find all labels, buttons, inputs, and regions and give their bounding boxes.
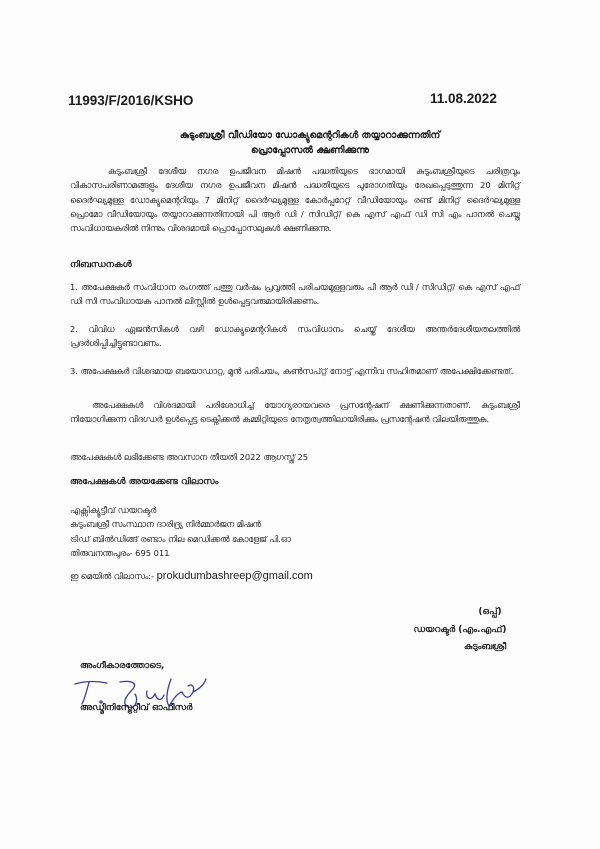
address-block	[70, 503, 291, 560]
administrative-officer-title: അഡ്മിനിസ്ട്രേറ്റീവ് ഓഫീസർ	[80, 703, 193, 713]
application-deadline: അപേക്ഷകൾ ലഭിക്കേണ്ട അവസാന തീയതി 2022 ആഗസ്ത് 25	[70, 452, 309, 462]
address-line-1: എക്സിക്യൂട്ടീവ് ഡയറക്ടർ	[70, 505, 157, 515]
signed-marker: (ഒപ്പ്)	[478, 607, 502, 617]
evaluation-paragraph: അപേക്ഷകൾ വിശദമായി പരിശോധിച്ച് യോഗ്യരായവരെ പ്രസന്റേഷന് ക്ഷണിക്കുന്നതാണ്. കുടുംബശ്രീ നിയോഗിക്കുന്ന വിദഗ്ധർ ഉൾപ്പെട്ട ടെക്നിക്കൽ കമ്മിറ്റിയുടെ നേതൃത്വത്തിലായിരിക്കും പ്രസന്റേഷൻ വിലയിരുത്തുക.	[70, 400, 520, 425]
intro-paragraph: കുടുംബശ്രീ ദേശീയ നഗര ഉപജീവന മിഷൻ പദ്ധതിയുടെ ഭാഗമായി കുടുംബശ്രീയുടെ ചരിത്രവും വികാസപരിണാമങ്ങളും ദേശീയ നഗര ഉപജീവന മിഷൻ പദ്ധതിയുടെ പുരോഗതിയും രേഖപ്പെടുത്തുന്ന 20 മിനിറ്റ് ദൈർഘ്യമുള്ള ഡോക്യുമെന്ററിയും 7 മിനിറ്റ് ദൈർഘ്യമുള്ള കോർപ്പറേറ്റ് വീഡിയോയും രണ്ട് മിനിറ്റ് ദൈർഘ്യമുള്ള പ്രൊമോ വീഡിയോയും തയ്യാറാക്കുന്നതിനായി പി ആർ ഡി / സിഡിറ്റ്/ കെ എസ് എഫ് ഡി സി എം പാനൽ ചെയ്ത സംവിധായകരിൽ നിന്നും വിശദമായി പ്രൊപ്പോസലുകൾ ക്ഷണിക്കുന്നു.	[70, 166, 520, 234]
document-title-line-1: കുടുംബശ്രീ വീഡിയോ ഡോക്യുമെന്ററികൾ തയ്യാറാക്കുന്നതിന്	[179, 130, 441, 141]
condition-item-3: 3. അപേക്ഷകർ വിശദമായ ബയോഡാറ്റ, മുൻ പരിചയം, കൺസപ്റ്റ് നോട്ട് എന്നിവ സഹിതമാണ് അപേക്ഷിക്കേണ്ടത്.	[70, 366, 514, 376]
email-line	[70, 570, 313, 582]
email-label: ഇ മെയിൽ വിലാസം:-	[70, 571, 155, 581]
document-date: 11.08.2022	[430, 91, 497, 106]
address-line-4: തിരുവനന്തപുരം- 695 011	[70, 547, 170, 558]
document-title-line-2: പ്രൊപ്പോസൽ ക്ഷണിക്കുന്നു	[251, 145, 369, 156]
condition-item-2: 2. വിവിധ ഏജൻസികൾ വഴി ഡോക്യുമെന്ററികൾ സംവിധാനം ചെയ്ത് ദേശീയ അന്തർദേശീയതലത്തിൽ പ്രദർശിപ്പിച്ചിട്ടുണ്ടാവണം.	[70, 324, 520, 349]
address-heading: അപേക്ഷകൾ അയക്കേണ്ട വിലാസം	[70, 477, 219, 487]
attestation-label: അംഗീകാരത്തോടെ,	[80, 661, 165, 671]
signatory-organisation: കുടുംബശ്രീ	[463, 642, 507, 652]
condition-item-1: 1. അപേക്ഷകർ സംവിധാന രംഗത്ത് പത്തു വർഷം പ്രവൃത്തി പരിചയമുള്ളവരും പി ആർ ഡി / സിഡിറ്റ്/ കെ എസ് എഫ് ഡി സി സംവിധായക പാനൽ ലിസ്റ്റിൽ ഉൾപ്പെട്ടവരുമായിരിക്കണം.	[70, 282, 520, 307]
address-line-3: ട്രിഡ് ബിൽഡിങ്ങ് രണ്ടാം നില മെഡിക്കൽ കോളേജ് പി.ഓ	[70, 533, 291, 544]
email-address[interactable]: prokudumbashreep@gmail.com	[156, 570, 313, 582]
file-reference-number: 11993/F/2016/KSHO	[68, 93, 194, 108]
conditions-heading: നിബന്ധനകൾ	[70, 260, 132, 270]
signatory-designation: ഡയറക്ടർ (എം.എഫ്)	[413, 625, 507, 635]
address-line-2: കുടുംബശ്രീ സംസ്ഥാന ദാരിദ്ര്യ നിർമ്മാർജന മിഷൻ	[70, 519, 261, 530]
